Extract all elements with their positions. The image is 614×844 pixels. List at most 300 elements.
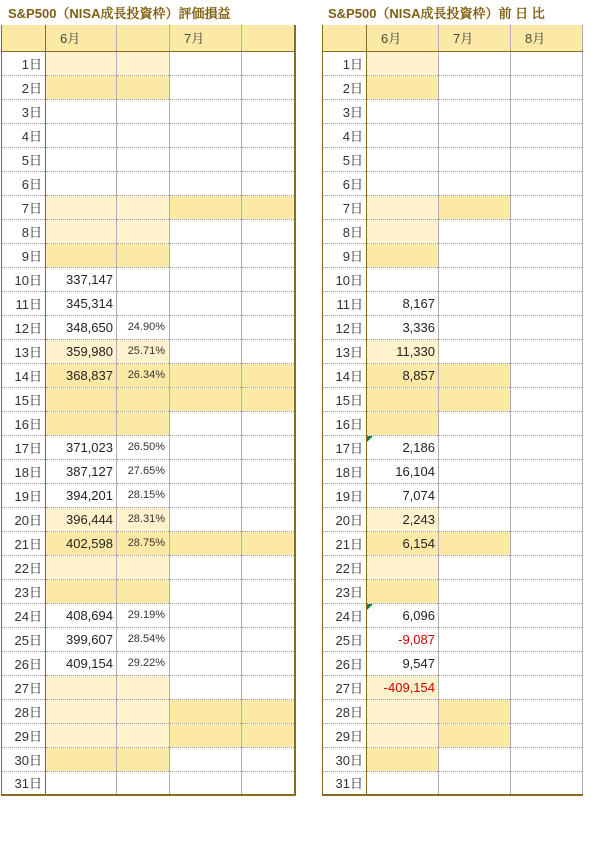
july-value-cell[interactable] (170, 387, 242, 411)
august-change-cell[interactable] (511, 315, 583, 339)
july-value-cell[interactable] (170, 627, 242, 651)
june-value-cell[interactable] (46, 99, 117, 123)
table-row (323, 603, 583, 627)
table-row (2, 387, 295, 411)
july-pct-cell[interactable] (242, 99, 295, 123)
table-row (2, 747, 295, 771)
june-value-cell[interactable]: 394,201 (46, 483, 117, 507)
july-value-cell[interactable] (170, 555, 242, 579)
june-change-cell[interactable] (367, 195, 439, 219)
june-change-cell[interactable] (367, 267, 439, 291)
july-value-cell[interactable] (170, 459, 242, 483)
june-value-cell[interactable]: 409,154 (46, 651, 117, 675)
june-change-cell[interactable]: 6,154 (367, 531, 439, 555)
june-pct-cell[interactable] (117, 675, 170, 699)
july-change-cell[interactable] (439, 699, 511, 723)
table-row (323, 723, 583, 747)
day-label: 25日 (323, 627, 367, 651)
june-value-cell[interactable] (46, 579, 117, 603)
june-pct-cell[interactable] (117, 267, 170, 291)
day-label: 26日 (2, 651, 46, 675)
day-label: 18日 (323, 459, 367, 483)
august-change-cell[interactable] (511, 747, 583, 771)
june-pct-cell[interactable] (117, 771, 170, 795)
july-pct-cell[interactable] (242, 723, 295, 747)
july-change-cell[interactable] (439, 579, 511, 603)
month-header-july[interactable]: 7月 (439, 25, 511, 51)
day-label: 21日 (323, 531, 367, 555)
june-change-cell[interactable] (367, 51, 439, 75)
july-change-cell[interactable] (439, 123, 511, 147)
june-change-cell[interactable] (367, 243, 439, 267)
table1-title: S&P500（NISA成長投資枠）評価損益 (8, 6, 231, 21)
june-pct-cell[interactable] (117, 147, 170, 171)
day-label: 31日 (2, 771, 46, 795)
june-value-cell[interactable] (46, 147, 117, 171)
june-change-cell[interactable]: 7,074 (367, 483, 439, 507)
june-value-cell[interactable]: 396,444 (46, 507, 117, 531)
july-pct-cell[interactable] (242, 75, 295, 99)
july-pct-cell[interactable] (242, 339, 295, 363)
day-label: 15日 (323, 387, 367, 411)
june-value-cell[interactable] (46, 171, 117, 195)
july-pct-cell[interactable] (242, 459, 295, 483)
june-value-cell[interactable]: 345,314 (46, 291, 117, 315)
june-pct-cell[interactable] (117, 579, 170, 603)
august-change-cell[interactable] (511, 171, 583, 195)
day-label: 24日 (323, 603, 367, 627)
august-change-cell[interactable] (511, 147, 583, 171)
table-row (2, 123, 295, 147)
august-change-cell[interactable] (511, 651, 583, 675)
july-change-cell[interactable] (439, 267, 511, 291)
june-pct-cell[interactable] (117, 51, 170, 75)
august-change-cell[interactable] (511, 603, 583, 627)
july-pct-cell[interactable] (242, 315, 295, 339)
day-label: 20日 (2, 507, 46, 531)
june-change-cell[interactable]: 2,243 (367, 507, 439, 531)
july-pct-cell[interactable] (242, 747, 295, 771)
june-pct-cell[interactable]: 28.54% (117, 627, 170, 651)
month-header-june[interactable]: 6月 (367, 25, 439, 51)
july-value-cell[interactable] (170, 531, 242, 555)
july-change-cell[interactable] (439, 555, 511, 579)
july-value-cell[interactable] (170, 219, 242, 243)
june-pct-cell[interactable] (117, 387, 170, 411)
july-change-cell[interactable] (439, 243, 511, 267)
june-pct-cell[interactable] (117, 75, 170, 99)
july-pct-cell[interactable] (242, 171, 295, 195)
june-pct-cell[interactable]: 24.90% (117, 315, 170, 339)
july-change-cell[interactable] (439, 363, 511, 387)
june-pct-cell[interactable] (117, 243, 170, 267)
august-change-cell[interactable] (511, 435, 583, 459)
table-row (323, 387, 583, 411)
july-change-cell[interactable] (439, 627, 511, 651)
june-value-cell[interactable]: 399,607 (46, 627, 117, 651)
july-pct-cell[interactable] (242, 579, 295, 603)
table-row (323, 411, 583, 435)
july-change-cell[interactable] (439, 507, 511, 531)
june-pct-cell[interactable]: 26.34% (117, 363, 170, 387)
month-header-july[interactable]: 7月 (170, 25, 242, 51)
june-value-cell[interactable]: 359,980 (46, 339, 117, 363)
june-change-cell[interactable] (367, 771, 439, 795)
july-pct-cell[interactable] (242, 555, 295, 579)
june-value-cell[interactable] (46, 723, 117, 747)
august-change-cell[interactable] (511, 675, 583, 699)
june-value-cell[interactable] (46, 411, 117, 435)
june-pct-cell[interactable] (117, 99, 170, 123)
july-change-cell[interactable] (439, 459, 511, 483)
july-value-cell[interactable] (170, 747, 242, 771)
july-pct-cell[interactable] (242, 603, 295, 627)
table-row (323, 363, 583, 387)
august-change-cell[interactable] (511, 219, 583, 243)
table-row (2, 339, 295, 363)
month-header-august[interactable]: 8月 (511, 25, 583, 51)
day-label: 8日 (323, 219, 367, 243)
month-header-june-pct[interactable] (117, 25, 170, 51)
day-label: 2日 (2, 75, 46, 99)
june-pct-cell[interactable]: 28.75% (117, 531, 170, 555)
day-label: 24日 (2, 603, 46, 627)
july-change-cell[interactable] (439, 99, 511, 123)
day-label: 14日 (323, 363, 367, 387)
august-change-cell[interactable] (511, 627, 583, 651)
june-change-cell[interactable] (367, 699, 439, 723)
june-change-cell[interactable]: 9,547 (367, 651, 439, 675)
table-row (2, 675, 295, 699)
july-pct-cell[interactable] (242, 219, 295, 243)
july-value-cell[interactable] (170, 267, 242, 291)
june-value-cell[interactable]: 402,598 (46, 531, 117, 555)
june-pct-cell[interactable] (117, 291, 170, 315)
day-label: 1日 (323, 51, 367, 75)
july-change-cell[interactable] (439, 339, 511, 363)
june-pct-cell[interactable] (117, 699, 170, 723)
august-change-cell[interactable] (511, 195, 583, 219)
day-label: 19日 (2, 483, 46, 507)
june-value-cell[interactable] (46, 123, 117, 147)
june-value-cell[interactable] (46, 555, 117, 579)
day-label: 23日 (323, 579, 367, 603)
june-value-cell[interactable] (46, 387, 117, 411)
table-row (2, 651, 295, 675)
july-value-cell[interactable] (170, 243, 242, 267)
june-change-cell[interactable] (367, 147, 439, 171)
table-row (2, 699, 295, 723)
august-change-cell[interactable] (511, 507, 583, 531)
day-label: 13日 (323, 339, 367, 363)
june-pct-cell[interactable] (117, 411, 170, 435)
table-row (2, 627, 295, 651)
july-value-cell[interactable] (170, 363, 242, 387)
august-change-cell[interactable] (511, 723, 583, 747)
day-label: 14日 (2, 363, 46, 387)
july-change-cell[interactable] (439, 723, 511, 747)
june-value-cell[interactable] (46, 675, 117, 699)
july-value-cell[interactable] (170, 675, 242, 699)
july-change-cell[interactable] (439, 531, 511, 555)
june-value-cell[interactable]: 408,694 (46, 603, 117, 627)
july-pct-cell[interactable] (242, 387, 295, 411)
table-row (323, 507, 583, 531)
june-change-cell[interactable] (367, 99, 439, 123)
table-row (2, 603, 295, 627)
june-pct-cell[interactable]: 29.19% (117, 603, 170, 627)
table-row (323, 291, 583, 315)
table-row (2, 555, 295, 579)
july-change-cell[interactable] (439, 603, 511, 627)
table-row (323, 651, 583, 675)
july-value-cell[interactable] (170, 435, 242, 459)
july-change-cell[interactable] (439, 747, 511, 771)
june-change-cell[interactable]: -9,087 (367, 627, 439, 651)
day-label: 8日 (2, 219, 46, 243)
july-pct-cell[interactable] (242, 627, 295, 651)
august-change-cell[interactable] (511, 483, 583, 507)
day-label: 13日 (2, 339, 46, 363)
table-row (2, 411, 295, 435)
table-row (2, 315, 295, 339)
table-row (323, 747, 583, 771)
table-row (323, 99, 583, 123)
august-change-cell[interactable] (511, 411, 583, 435)
july-pct-cell[interactable] (242, 267, 295, 291)
july-change-cell[interactable] (439, 435, 511, 459)
july-pct-cell[interactable] (242, 363, 295, 387)
table-row (2, 171, 295, 195)
day-label: 3日 (2, 99, 46, 123)
july-change-cell[interactable] (439, 147, 511, 171)
table-row (2, 195, 295, 219)
day-label: 26日 (323, 651, 367, 675)
table-row (323, 531, 583, 555)
table-row (323, 555, 583, 579)
june-value-cell[interactable] (46, 51, 117, 75)
july-value-cell[interactable] (170, 195, 242, 219)
day-label: 7日 (323, 195, 367, 219)
june-pct-cell[interactable]: 26.50% (117, 435, 170, 459)
june-change-cell[interactable] (367, 411, 439, 435)
table-row (323, 75, 583, 99)
month-header-june[interactable]: 6月 (46, 25, 117, 51)
june-pct-cell[interactable] (117, 195, 170, 219)
july-value-cell[interactable] (170, 651, 242, 675)
july-value-cell[interactable] (170, 75, 242, 99)
table-row (2, 147, 295, 171)
june-pct-cell[interactable] (117, 123, 170, 147)
june-value-cell[interactable] (46, 195, 117, 219)
august-change-cell[interactable] (511, 51, 583, 75)
august-change-cell[interactable] (511, 291, 583, 315)
june-change-cell[interactable]: 8,167 (367, 291, 439, 315)
july-value-cell[interactable] (170, 51, 242, 75)
day-label: 16日 (323, 411, 367, 435)
july-change-cell[interactable] (439, 171, 511, 195)
july-value-cell[interactable] (170, 579, 242, 603)
june-change-cell[interactable] (367, 579, 439, 603)
august-change-cell[interactable] (511, 75, 583, 99)
month-header-july-pct[interactable] (242, 25, 295, 51)
july-value-cell[interactable] (170, 99, 242, 123)
july-value-cell[interactable] (170, 147, 242, 171)
day-label: 28日 (2, 699, 46, 723)
july-value-cell[interactable] (170, 483, 242, 507)
day-label: 9日 (323, 243, 367, 267)
june-value-cell[interactable]: 337,147 (46, 267, 117, 291)
july-change-cell[interactable] (439, 651, 511, 675)
june-pct-cell[interactable]: 25.71% (117, 339, 170, 363)
august-change-cell[interactable] (511, 579, 583, 603)
june-change-cell[interactable] (367, 555, 439, 579)
august-change-cell[interactable] (511, 339, 583, 363)
july-value-cell[interactable] (170, 699, 242, 723)
july-pct-cell[interactable] (242, 243, 295, 267)
july-pct-cell[interactable] (242, 123, 295, 147)
june-pct-cell[interactable]: 29.22% (117, 651, 170, 675)
july-pct-cell[interactable] (242, 411, 295, 435)
july-change-cell[interactable] (439, 675, 511, 699)
july-pct-cell[interactable] (242, 675, 295, 699)
june-pct-cell[interactable] (117, 555, 170, 579)
june-value-cell[interactable]: 368,837 (46, 363, 117, 387)
june-value-cell[interactable]: 371,023 (46, 435, 117, 459)
july-change-cell[interactable] (439, 219, 511, 243)
table-row (2, 75, 295, 99)
july-value-cell[interactable] (170, 603, 242, 627)
june-pct-cell[interactable]: 28.15% (117, 483, 170, 507)
july-pct-cell[interactable] (242, 507, 295, 531)
june-change-cell[interactable]: 6,096 (367, 603, 439, 627)
august-change-cell[interactable] (511, 387, 583, 411)
june-pct-cell[interactable] (117, 747, 170, 771)
july-pct-cell[interactable] (242, 147, 295, 171)
august-change-cell[interactable] (511, 243, 583, 267)
june-pct-cell[interactable] (117, 171, 170, 195)
july-pct-cell[interactable] (242, 291, 295, 315)
day-label: 12日 (323, 315, 367, 339)
july-value-cell[interactable] (170, 315, 242, 339)
day-label: 30日 (2, 747, 46, 771)
july-change-cell[interactable] (439, 771, 511, 795)
june-change-cell[interactable]: 2,186 (367, 435, 439, 459)
june-change-cell[interactable]: 3,336 (367, 315, 439, 339)
table-row (2, 579, 295, 603)
table-row (323, 267, 583, 291)
july-change-cell[interactable] (439, 291, 511, 315)
june-change-cell[interactable] (367, 219, 439, 243)
corner-cell (2, 25, 46, 51)
july-pct-cell[interactable] (242, 195, 295, 219)
june-change-cell[interactable] (367, 75, 439, 99)
june-value-cell[interactable] (46, 219, 117, 243)
june-pct-cell[interactable]: 27.65% (117, 459, 170, 483)
july-value-cell[interactable] (170, 507, 242, 531)
june-change-cell[interactable] (367, 171, 439, 195)
july-value-cell[interactable] (170, 123, 242, 147)
june-value-cell[interactable] (46, 243, 117, 267)
july-pct-cell[interactable] (242, 699, 295, 723)
day-label: 29日 (323, 723, 367, 747)
table-row (323, 435, 583, 459)
june-value-cell[interactable] (46, 75, 117, 99)
june-change-cell[interactable]: 8,857 (367, 363, 439, 387)
june-change-cell[interactable]: -409,154 (367, 675, 439, 699)
june-change-cell[interactable]: 16,104 (367, 459, 439, 483)
table-row (2, 771, 295, 795)
table-row (2, 243, 295, 267)
august-change-cell[interactable] (511, 363, 583, 387)
day-label: 19日 (323, 483, 367, 507)
table-row (323, 147, 583, 171)
july-value-cell[interactable] (170, 723, 242, 747)
june-change-cell[interactable] (367, 747, 439, 771)
august-change-cell[interactable] (511, 771, 583, 795)
august-change-cell[interactable] (511, 99, 583, 123)
july-pct-cell[interactable] (242, 651, 295, 675)
july-value-cell[interactable] (170, 771, 242, 795)
august-change-cell[interactable] (511, 267, 583, 291)
july-pct-cell[interactable] (242, 771, 295, 795)
table-row (2, 507, 295, 531)
july-change-cell[interactable] (439, 387, 511, 411)
day-label: 23日 (2, 579, 46, 603)
june-value-cell[interactable]: 348,650 (46, 315, 117, 339)
table-row (2, 219, 295, 243)
june-value-cell[interactable]: 387,127 (46, 459, 117, 483)
day-label: 17日 (323, 435, 367, 459)
june-change-cell[interactable] (367, 723, 439, 747)
july-change-cell[interactable] (439, 75, 511, 99)
august-change-cell[interactable] (511, 123, 583, 147)
july-change-cell[interactable] (439, 411, 511, 435)
august-change-cell[interactable] (511, 555, 583, 579)
july-value-cell[interactable] (170, 171, 242, 195)
day-label: 22日 (323, 555, 367, 579)
june-value-cell[interactable] (46, 771, 117, 795)
july-change-cell[interactable] (439, 195, 511, 219)
july-pct-cell[interactable] (242, 531, 295, 555)
july-change-cell[interactable] (439, 483, 511, 507)
august-change-cell[interactable] (511, 459, 583, 483)
july-pct-cell[interactable] (242, 483, 295, 507)
august-change-cell[interactable] (511, 531, 583, 555)
table-row (2, 51, 295, 75)
june-value-cell[interactable] (46, 747, 117, 771)
july-value-cell[interactable] (170, 411, 242, 435)
june-change-cell[interactable] (367, 123, 439, 147)
table-row (2, 99, 295, 123)
day-label: 27日 (2, 675, 46, 699)
july-value-cell[interactable] (170, 291, 242, 315)
july-value-cell[interactable] (170, 339, 242, 363)
june-pct-cell[interactable]: 28.31% (117, 507, 170, 531)
june-pct-cell[interactable] (117, 219, 170, 243)
june-change-cell[interactable] (367, 387, 439, 411)
june-value-cell[interactable] (46, 699, 117, 723)
june-change-cell[interactable]: 11,330 (367, 339, 439, 363)
june-pct-cell[interactable] (117, 723, 170, 747)
day-label: 10日 (2, 267, 46, 291)
day-label: 17日 (2, 435, 46, 459)
july-change-cell[interactable] (439, 51, 511, 75)
august-change-cell[interactable] (511, 699, 583, 723)
july-pct-cell[interactable] (242, 51, 295, 75)
july-change-cell[interactable] (439, 315, 511, 339)
july-pct-cell[interactable] (242, 435, 295, 459)
